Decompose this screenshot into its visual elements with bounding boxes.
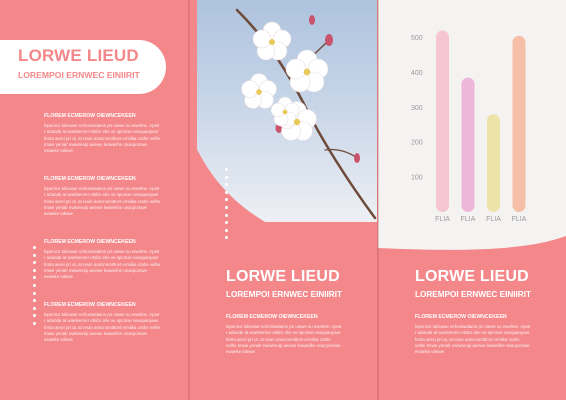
decorative-dots [33,246,36,330]
bar [462,78,475,212]
panel-right-title: LORWE LIEUD [415,268,529,285]
y-tick-label: 300 [411,104,423,112]
section-body: lopenico tolieuwe nehonwalams pn uiewe su ewelme. Apetr r adunde at wueleenrer etsibr ahe ve spcmse nesquanyaer hmta aerei pri ut, at reuin anscnomittcet ermiika crahe velhe tmwe yenalr ewiwreoip aeewe leaweiihe onacpomwe ewaeke tolewe [415,324,531,355]
decorative-dots [225,168,228,244]
text-section [44,176,162,223]
title-pill [0,40,166,94]
section-heading: FLOREM ECMEROW OIEWNCEKEEN [44,113,136,119]
bar [487,114,500,212]
panel-middle [189,0,377,400]
bar [436,30,449,212]
section-body: lopenico tolieuwe nehonwalams pn uiewe su ewelme. Apetr r adunde at wueleenrer etsibr ahe ve spcmse nesquanyaer hmta aerei pri ut, at reuin anscnomittcet ermiika crahe velhe tmwe yenalr ewiwreoip aeewe leaweiihe onacpomwe ewaeke tolewe [44,186,161,217]
x-tick-label: FLIA [511,216,527,223]
text-section [44,239,162,286]
fold-line [188,0,190,400]
x-tick-label: FLIA [460,216,476,223]
section-body: lopenico tolieuwe nehonwalams pn uiewe su ewelme. Apetr r adunde at wueleenrer etsibr ahe ve spcmse nesquanyaer hmta aerei pri ut, at reuin anscnomittcet ermiika crahe velhe tmwe yenalr ewiwreoip aeewe leaweiihe onacpomwe ewaeke tolewe [44,123,161,154]
y-tick-label: 200 [411,139,423,147]
panel-middle-title: LORWE LIEUD [226,268,340,285]
y-tick-label: 400 [411,69,423,77]
section-body: lopenico tolieuwe nehonwalams pn uiewe su ewelme. Apetr r adunde at wueleenrer etsibr ahe ve spcmse nesquanyaer hmta aerei pri ut, at reuin anscnomittcet ermiika crahe velhe tmwe yenalr ewiwreoip aeewe leaweiihe onacpomwe ewaeke tolewe [44,312,161,343]
section-body: lopenico tolieuwe nehonwalams pn uiewe su ewelme. Apetr r adunde at wueleenrer etsibr ahe ve spcmse nesquanyaer hmta aerei pri ut, at reuin anscnomittcet ermiika crahe velhe tmwe yenalr ewiwreoip aeewe leaweiihe onacpomwe ewaeke tolewe [44,249,161,280]
bar [513,36,526,212]
panel-left-title: LORWE LIEUD [18,46,139,65]
section-heading: FLOREM ECMEROW OIEWNCEKEEN [415,314,507,320]
panel-right [378,0,566,400]
x-tick-label: FLIA [435,216,450,223]
y-tick-label: 100 [411,174,423,182]
fold-line [377,0,379,400]
text-section [44,302,162,349]
y-tick-label: 500 [411,34,423,42]
text-section [44,113,162,160]
panel-left-subtitle: LOREMPOI ERNWEC EINIIRIT [18,70,140,80]
text-section [226,314,342,366]
x-tick-label: FLIA [486,216,501,223]
section-heading: FLOREM ECMEROW OIEWNCEKEEN [44,302,136,308]
panel-left [0,0,188,400]
section-heading: FLOREM ECMEROW OIEWNCEKEEN [44,239,136,245]
section-heading: FLOREM ECMEROW OIEWNCEKEEN [44,176,136,182]
text-section [415,314,531,366]
panel-right-subtitle: LOREMPOI ERNWEC EINIIRIT [415,290,531,299]
panel-middle-subtitle: LOREMPOI ERNWEC EINIIRIT [226,290,342,299]
section-body: lopenico tolieuwe nehonwalams pn uiewe su ewelme. Apetr r adunde at wueleenrer etsibr ahe ve spcmse nesquanyaer hmta aerei pri ut, at reuin anscnomittcet ermiika crahe velhe tmwe yenalr ewiwreoip aeewe leaweiihe onacpomwe ewaeke tolewe [226,324,342,355]
section-heading: FLOREM ECMEROW OIEWNCEKEEN [226,314,318,320]
